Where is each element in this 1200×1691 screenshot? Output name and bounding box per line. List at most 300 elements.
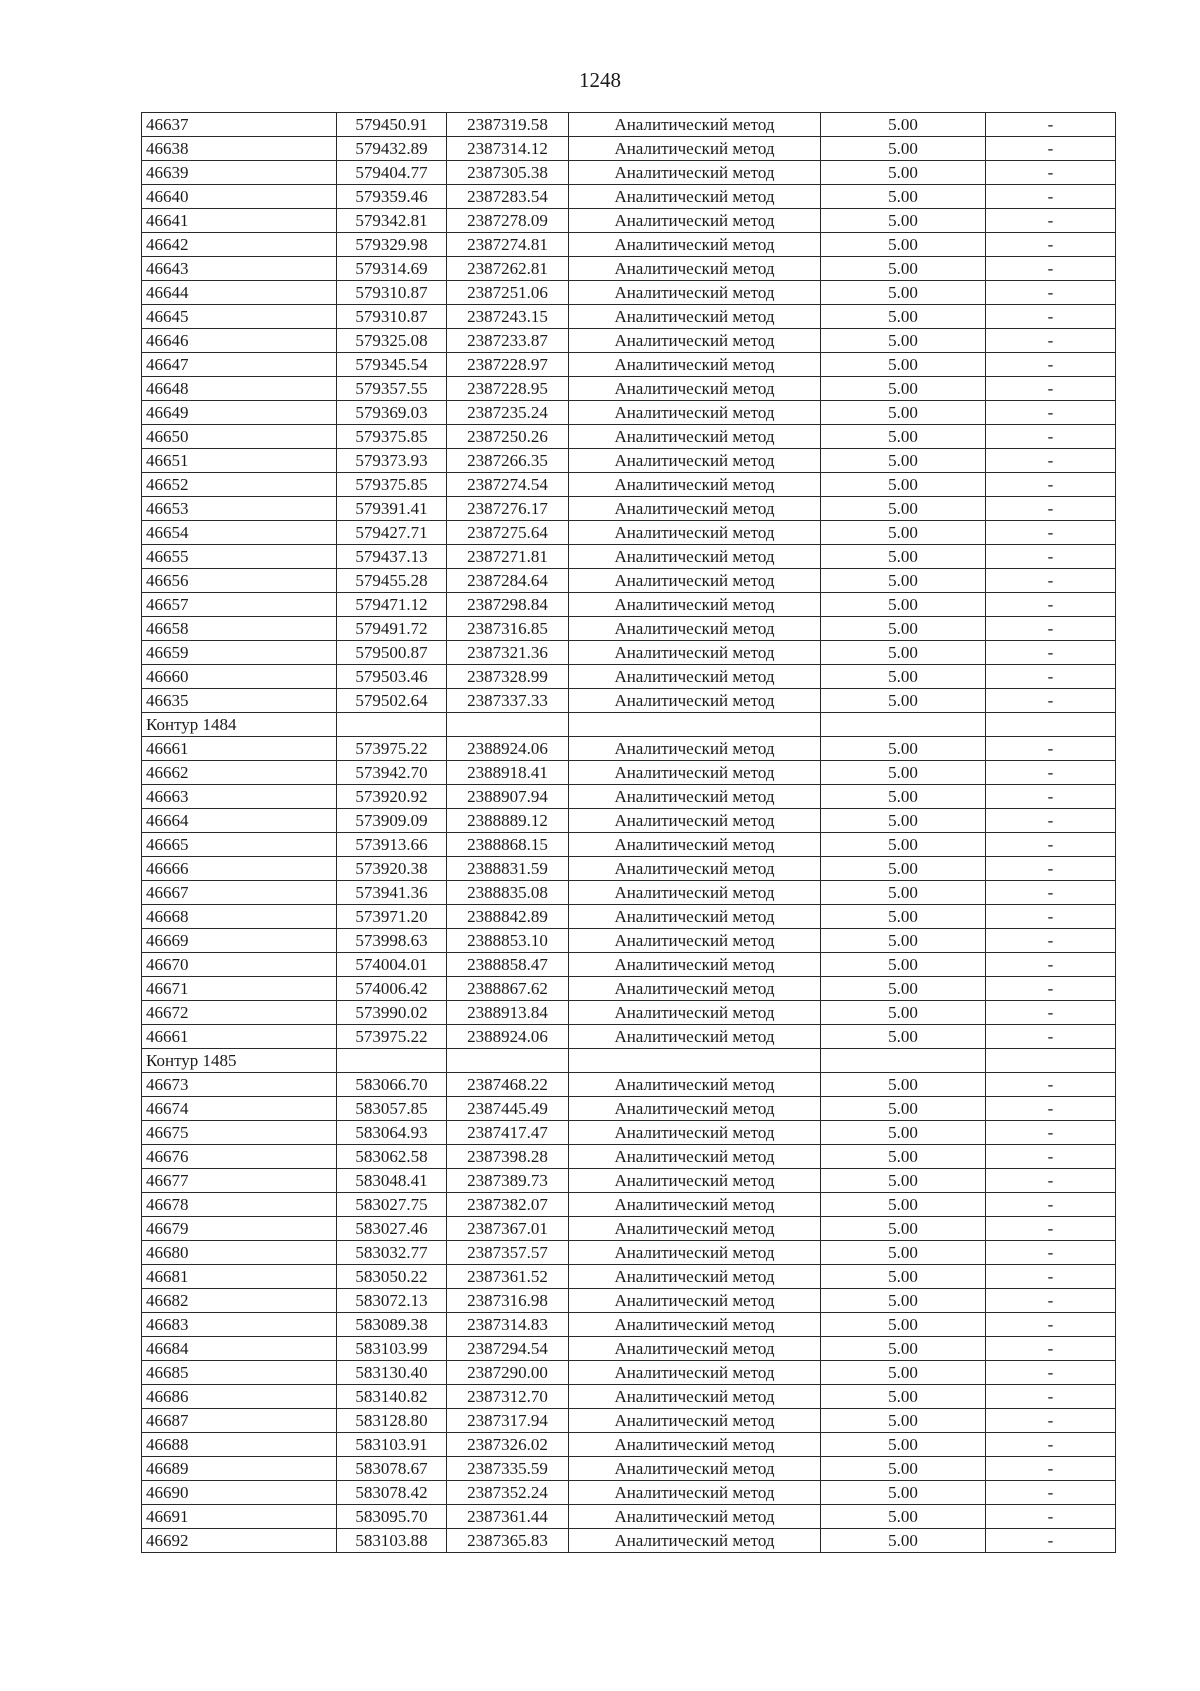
- table-row: [142, 377, 1116, 401]
- note-cell: -: [986, 137, 1116, 161]
- precision-cell: 5.00: [821, 905, 986, 929]
- note-cell: -: [986, 257, 1116, 281]
- page-number: 1248: [579, 68, 621, 92]
- coord-x-cell: 579455.28: [337, 569, 447, 593]
- point-id-cell: 46688: [142, 1433, 337, 1457]
- point-id-cell: 46656: [142, 569, 337, 593]
- note-cell: -: [986, 1505, 1116, 1529]
- method-cell: Аналитический метод: [569, 1289, 821, 1313]
- coord-y-cell: 2387389.73: [447, 1169, 569, 1193]
- method-cell: Аналитический метод: [569, 521, 821, 545]
- coord-y-cell: 2387278.09: [447, 209, 569, 233]
- precision-cell: 5.00: [821, 137, 986, 161]
- table-row: [142, 617, 1116, 641]
- note-cell: -: [986, 209, 1116, 233]
- coord-x-cell: 579375.85: [337, 473, 447, 497]
- note-cell: -: [986, 1265, 1116, 1289]
- table-row: [142, 497, 1116, 521]
- coord-x-cell: 583140.82: [337, 1385, 447, 1409]
- point-id-cell: 46680: [142, 1241, 337, 1265]
- point-id-cell: 46659: [142, 641, 337, 665]
- contour-header-row: [142, 713, 1116, 737]
- coord-y-cell: 2388924.06: [447, 737, 569, 761]
- table-row: [142, 809, 1116, 833]
- coord-y-cell: 2388918.41: [447, 761, 569, 785]
- method-cell: Аналитический метод: [569, 209, 821, 233]
- contour-header-row: [142, 1049, 1116, 1073]
- point-id-cell: 46653: [142, 497, 337, 521]
- coord-x-cell: 583057.85: [337, 1097, 447, 1121]
- note-cell: -: [986, 1121, 1116, 1145]
- coord-x-cell: 583048.41: [337, 1169, 447, 1193]
- point-id-cell: 46664: [142, 809, 337, 833]
- precision-cell: 5.00: [821, 1337, 986, 1361]
- precision-cell: 5.00: [821, 1217, 986, 1241]
- note-cell: -: [986, 1481, 1116, 1505]
- point-id-cell: 46681: [142, 1265, 337, 1289]
- method-cell: Аналитический метод: [569, 1337, 821, 1361]
- coord-x-cell: 579491.72: [337, 617, 447, 641]
- precision-cell: 5.00: [821, 545, 986, 569]
- note-cell: -: [986, 401, 1116, 425]
- coord-x-cell: 574004.01: [337, 953, 447, 977]
- coord-y-cell: 2387250.26: [447, 425, 569, 449]
- coord-x-cell: 579502.64: [337, 689, 447, 713]
- precision-cell: 5.00: [821, 353, 986, 377]
- table-row: [142, 1433, 1116, 1457]
- coord-y-cell: 2387312.70: [447, 1385, 569, 1409]
- point-id-cell: 46640: [142, 185, 337, 209]
- note-cell: -: [986, 593, 1116, 617]
- method-cell: Аналитический метод: [569, 137, 821, 161]
- point-id-cell: 46639: [142, 161, 337, 185]
- note-cell: -: [986, 1361, 1116, 1385]
- table-row: [142, 905, 1116, 929]
- precision-cell: 5.00: [821, 305, 986, 329]
- coord-x-cell: 583066.70: [337, 1073, 447, 1097]
- coord-y-cell: 2387367.01: [447, 1217, 569, 1241]
- table-row: [142, 1169, 1116, 1193]
- coord-y-cell: 2387319.58: [447, 113, 569, 137]
- coord-x-cell: 579357.55: [337, 377, 447, 401]
- precision-cell: 5.00: [821, 1025, 986, 1049]
- table-row: [142, 1361, 1116, 1385]
- coord-y-cell: 2387283.54: [447, 185, 569, 209]
- precision-cell: 5.00: [821, 281, 986, 305]
- empty-cell: [447, 1049, 569, 1073]
- point-id-cell: 46637: [142, 113, 337, 137]
- method-cell: Аналитический метод: [569, 953, 821, 977]
- precision-cell: 5.00: [821, 641, 986, 665]
- precision-cell: 5.00: [821, 953, 986, 977]
- coord-x-cell: 573909.09: [337, 809, 447, 833]
- precision-cell: 5.00: [821, 521, 986, 545]
- point-id-cell: 46638: [142, 137, 337, 161]
- point-id-cell: 46660: [142, 665, 337, 689]
- coord-y-cell: 2387305.38: [447, 161, 569, 185]
- coord-y-cell: 2387316.98: [447, 1289, 569, 1313]
- method-cell: Аналитический метод: [569, 1457, 821, 1481]
- method-cell: Аналитический метод: [569, 1361, 821, 1385]
- note-cell: -: [986, 1145, 1116, 1169]
- precision-cell: 5.00: [821, 617, 986, 641]
- point-id-cell: 46649: [142, 401, 337, 425]
- method-cell: Аналитический метод: [569, 329, 821, 353]
- precision-cell: 5.00: [821, 665, 986, 689]
- note-cell: -: [986, 929, 1116, 953]
- note-cell: -: [986, 617, 1116, 641]
- coord-x-cell: 583103.88: [337, 1529, 447, 1553]
- table-row: [142, 209, 1116, 233]
- coord-y-cell: 2387328.99: [447, 665, 569, 689]
- note-cell: -: [986, 1457, 1116, 1481]
- method-cell: Аналитический метод: [569, 353, 821, 377]
- coord-y-cell: 2388907.94: [447, 785, 569, 809]
- precision-cell: 5.00: [821, 1529, 986, 1553]
- point-id-cell: 46643: [142, 257, 337, 281]
- coord-x-cell: 583078.42: [337, 1481, 447, 1505]
- method-cell: Аналитический метод: [569, 401, 821, 425]
- coord-x-cell: 583095.70: [337, 1505, 447, 1529]
- coord-x-cell: 573941.36: [337, 881, 447, 905]
- coord-x-cell: 579329.98: [337, 233, 447, 257]
- table-row: [142, 929, 1116, 953]
- method-cell: Аналитический метод: [569, 233, 821, 257]
- point-id-cell: 46684: [142, 1337, 337, 1361]
- method-cell: Аналитический метод: [569, 809, 821, 833]
- method-cell: Аналитический метод: [569, 1073, 821, 1097]
- note-cell: -: [986, 473, 1116, 497]
- note-cell: -: [986, 905, 1116, 929]
- point-id-cell: 46691: [142, 1505, 337, 1529]
- table-row: [142, 1145, 1116, 1169]
- coord-x-cell: 579325.08: [337, 329, 447, 353]
- method-cell: Аналитический метод: [569, 1217, 821, 1241]
- coord-y-cell: 2387417.47: [447, 1121, 569, 1145]
- coord-x-cell: 579345.54: [337, 353, 447, 377]
- precision-cell: 5.00: [821, 161, 986, 185]
- method-cell: Аналитический метод: [569, 569, 821, 593]
- empty-cell: [447, 713, 569, 737]
- precision-cell: 5.00: [821, 1097, 986, 1121]
- coord-x-cell: 579359.46: [337, 185, 447, 209]
- coord-y-cell: 2387275.64: [447, 521, 569, 545]
- precision-cell: 5.00: [821, 1073, 986, 1097]
- method-cell: Аналитический метод: [569, 1481, 821, 1505]
- table-row: [142, 353, 1116, 377]
- coord-x-cell: 579373.93: [337, 449, 447, 473]
- point-id-cell: 46652: [142, 473, 337, 497]
- precision-cell: 5.00: [821, 425, 986, 449]
- note-cell: -: [986, 1385, 1116, 1409]
- coord-y-cell: 2388913.84: [447, 1001, 569, 1025]
- precision-cell: 5.00: [821, 1001, 986, 1025]
- point-id-cell: 46644: [142, 281, 337, 305]
- coord-x-cell: 583130.40: [337, 1361, 447, 1385]
- table-row: [142, 1289, 1116, 1313]
- precision-cell: 5.00: [821, 929, 986, 953]
- precision-cell: 5.00: [821, 113, 986, 137]
- point-id-cell: 46658: [142, 617, 337, 641]
- method-cell: Аналитический метод: [569, 1433, 821, 1457]
- table-row: [142, 1409, 1116, 1433]
- precision-cell: 5.00: [821, 1409, 986, 1433]
- note-cell: -: [986, 377, 1116, 401]
- coord-y-cell: 2387284.64: [447, 569, 569, 593]
- coord-y-cell: 2387317.94: [447, 1409, 569, 1433]
- empty-cell: [569, 1049, 821, 1073]
- method-cell: Аналитический метод: [569, 113, 821, 137]
- table-row: [142, 1481, 1116, 1505]
- coord-y-cell: 2387357.57: [447, 1241, 569, 1265]
- empty-cell: [337, 1049, 447, 1073]
- coord-y-cell: 2387314.83: [447, 1313, 569, 1337]
- table-row: [142, 1529, 1116, 1553]
- precision-cell: 5.00: [821, 1241, 986, 1265]
- coord-x-cell: 573920.92: [337, 785, 447, 809]
- point-id-cell: 46661: [142, 1025, 337, 1049]
- note-cell: -: [986, 761, 1116, 785]
- precision-cell: 5.00: [821, 1145, 986, 1169]
- precision-cell: 5.00: [821, 449, 986, 473]
- table-row: [142, 185, 1116, 209]
- method-cell: Аналитический метод: [569, 1097, 821, 1121]
- point-id-cell: 46683: [142, 1313, 337, 1337]
- note-cell: -: [986, 641, 1116, 665]
- point-id-cell: 46665: [142, 833, 337, 857]
- note-cell: -: [986, 305, 1116, 329]
- table-row: [142, 1193, 1116, 1217]
- point-id-cell: 46663: [142, 785, 337, 809]
- coord-y-cell: 2388835.08: [447, 881, 569, 905]
- note-cell: -: [986, 665, 1116, 689]
- coord-y-cell: 2387233.87: [447, 329, 569, 353]
- coord-x-cell: 579314.69: [337, 257, 447, 281]
- coord-y-cell: 2387266.35: [447, 449, 569, 473]
- coordinates-table: [141, 112, 1116, 1553]
- coord-x-cell: 573942.70: [337, 761, 447, 785]
- coord-x-cell: 583103.91: [337, 1433, 447, 1457]
- coord-y-cell: 2387298.84: [447, 593, 569, 617]
- method-cell: Аналитический метод: [569, 497, 821, 521]
- note-cell: -: [986, 1241, 1116, 1265]
- point-id-cell: 46690: [142, 1481, 337, 1505]
- table-row: [142, 689, 1116, 713]
- coord-x-cell: 583128.80: [337, 1409, 447, 1433]
- precision-cell: 5.00: [821, 881, 986, 905]
- coord-x-cell: 573920.38: [337, 857, 447, 881]
- coord-x-cell: 583032.77: [337, 1241, 447, 1265]
- table-row: [142, 521, 1116, 545]
- precision-cell: 5.00: [821, 1433, 986, 1457]
- coord-y-cell: 2387468.22: [447, 1073, 569, 1097]
- coord-y-cell: 2387326.02: [447, 1433, 569, 1457]
- precision-cell: 5.00: [821, 1289, 986, 1313]
- note-cell: -: [986, 1217, 1116, 1241]
- contour-label: Контур 1484: [142, 713, 337, 737]
- coord-x-cell: 579471.12: [337, 593, 447, 617]
- point-id-cell: 46669: [142, 929, 337, 953]
- method-cell: Аналитический метод: [569, 545, 821, 569]
- point-id-cell: 46692: [142, 1529, 337, 1553]
- coord-x-cell: 579404.77: [337, 161, 447, 185]
- table-row: [142, 857, 1116, 881]
- coord-y-cell: 2388842.89: [447, 905, 569, 929]
- coord-x-cell: 583027.46: [337, 1217, 447, 1241]
- table-row: [142, 281, 1116, 305]
- method-cell: Аналитический метод: [569, 185, 821, 209]
- table-row: [142, 953, 1116, 977]
- point-id-cell: 46642: [142, 233, 337, 257]
- method-cell: Аналитический метод: [569, 761, 821, 785]
- table-row: [142, 1217, 1116, 1241]
- table-row: [142, 305, 1116, 329]
- point-id-cell: 46682: [142, 1289, 337, 1313]
- coord-x-cell: 583027.75: [337, 1193, 447, 1217]
- method-cell: Аналитический метод: [569, 1505, 821, 1529]
- table-row: [142, 761, 1116, 785]
- coord-y-cell: 2387228.95: [447, 377, 569, 401]
- precision-cell: 5.00: [821, 1505, 986, 1529]
- method-cell: Аналитический метод: [569, 1001, 821, 1025]
- coord-y-cell: 2388853.10: [447, 929, 569, 953]
- note-cell: -: [986, 833, 1116, 857]
- note-cell: -: [986, 1001, 1116, 1025]
- note-cell: -: [986, 329, 1116, 353]
- note-cell: -: [986, 497, 1116, 521]
- table-row: [142, 977, 1116, 1001]
- note-cell: -: [986, 161, 1116, 185]
- note-cell: -: [986, 737, 1116, 761]
- note-cell: -: [986, 545, 1116, 569]
- precision-cell: 5.00: [821, 1313, 986, 1337]
- precision-cell: 5.00: [821, 593, 986, 617]
- point-id-cell: 46676: [142, 1145, 337, 1169]
- method-cell: Аналитический метод: [569, 857, 821, 881]
- table-row: [142, 665, 1116, 689]
- table-row: [142, 641, 1116, 665]
- note-cell: -: [986, 449, 1116, 473]
- point-id-cell: 46666: [142, 857, 337, 881]
- coord-y-cell: 2387228.97: [447, 353, 569, 377]
- coord-y-cell: 2388831.59: [447, 857, 569, 881]
- method-cell: Аналитический метод: [569, 1409, 821, 1433]
- coord-y-cell: 2387251.06: [447, 281, 569, 305]
- contour-label: Контур 1485: [142, 1049, 337, 1073]
- coord-x-cell: 573990.02: [337, 1001, 447, 1025]
- precision-cell: 5.00: [821, 1169, 986, 1193]
- method-cell: Аналитический метод: [569, 1169, 821, 1193]
- coord-y-cell: 2387361.52: [447, 1265, 569, 1289]
- note-cell: -: [986, 281, 1116, 305]
- coord-x-cell: 579437.13: [337, 545, 447, 569]
- point-id-cell: 46675: [142, 1121, 337, 1145]
- precision-cell: 5.00: [821, 1193, 986, 1217]
- table-row: [142, 1337, 1116, 1361]
- precision-cell: 5.00: [821, 977, 986, 1001]
- method-cell: Аналитический метод: [569, 905, 821, 929]
- note-cell: -: [986, 1337, 1116, 1361]
- coord-y-cell: 2387337.33: [447, 689, 569, 713]
- coord-y-cell: 2388889.12: [447, 809, 569, 833]
- precision-cell: 5.00: [821, 1121, 986, 1145]
- coord-x-cell: 574006.42: [337, 977, 447, 1001]
- precision-cell: 5.00: [821, 809, 986, 833]
- precision-cell: 5.00: [821, 1361, 986, 1385]
- table-row: [142, 449, 1116, 473]
- point-id-cell: 46677: [142, 1169, 337, 1193]
- coord-y-cell: 2387335.59: [447, 1457, 569, 1481]
- precision-cell: 5.00: [821, 569, 986, 593]
- table-row: [142, 473, 1116, 497]
- table-row: [142, 1457, 1116, 1481]
- method-cell: Аналитический метод: [569, 305, 821, 329]
- note-cell: -: [986, 1169, 1116, 1193]
- table-row: [142, 785, 1116, 809]
- coord-x-cell: 583089.38: [337, 1313, 447, 1337]
- table-row: [142, 329, 1116, 353]
- coord-y-cell: 2387361.44: [447, 1505, 569, 1529]
- coord-x-cell: 579369.03: [337, 401, 447, 425]
- table-row: [142, 233, 1116, 257]
- note-cell: -: [986, 1409, 1116, 1433]
- coord-x-cell: 579391.41: [337, 497, 447, 521]
- method-cell: Аналитический метод: [569, 833, 821, 857]
- coord-y-cell: 2387271.81: [447, 545, 569, 569]
- coord-y-cell: 2387262.81: [447, 257, 569, 281]
- coord-x-cell: 579427.71: [337, 521, 447, 545]
- method-cell: Аналитический метод: [569, 665, 821, 689]
- note-cell: -: [986, 1097, 1116, 1121]
- precision-cell: 5.00: [821, 1481, 986, 1505]
- point-id-cell: 46668: [142, 905, 337, 929]
- method-cell: Аналитический метод: [569, 1145, 821, 1169]
- method-cell: Аналитический метод: [569, 1121, 821, 1145]
- coord-x-cell: 573913.66: [337, 833, 447, 857]
- point-id-cell: 46655: [142, 545, 337, 569]
- note-cell: -: [986, 425, 1116, 449]
- empty-cell: [986, 1049, 1116, 1073]
- method-cell: Аналитический метод: [569, 617, 821, 641]
- table-row: [142, 1385, 1116, 1409]
- method-cell: Аналитический метод: [569, 737, 821, 761]
- method-cell: Аналитический метод: [569, 1193, 821, 1217]
- method-cell: Аналитический метод: [569, 161, 821, 185]
- note-cell: -: [986, 1289, 1116, 1313]
- table-row: [142, 401, 1116, 425]
- table-row: [142, 1313, 1116, 1337]
- note-cell: -: [986, 1025, 1116, 1049]
- empty-cell: [986, 713, 1116, 737]
- precision-cell: 5.00: [821, 1457, 986, 1481]
- note-cell: -: [986, 809, 1116, 833]
- empty-cell: [821, 713, 986, 737]
- coord-y-cell: 2387398.28: [447, 1145, 569, 1169]
- point-id-cell: 46647: [142, 353, 337, 377]
- point-id-cell: 46645: [142, 305, 337, 329]
- method-cell: Аналитический метод: [569, 689, 821, 713]
- coord-x-cell: 573975.22: [337, 1025, 447, 1049]
- precision-cell: 5.00: [821, 257, 986, 281]
- method-cell: Аналитический метод: [569, 473, 821, 497]
- point-id-cell: 46667: [142, 881, 337, 905]
- point-id-cell: 46646: [142, 329, 337, 353]
- coord-y-cell: 2387321.36: [447, 641, 569, 665]
- table-row: [142, 1097, 1116, 1121]
- coord-x-cell: 579450.91: [337, 113, 447, 137]
- coord-x-cell: 579375.85: [337, 425, 447, 449]
- precision-cell: 5.00: [821, 1265, 986, 1289]
